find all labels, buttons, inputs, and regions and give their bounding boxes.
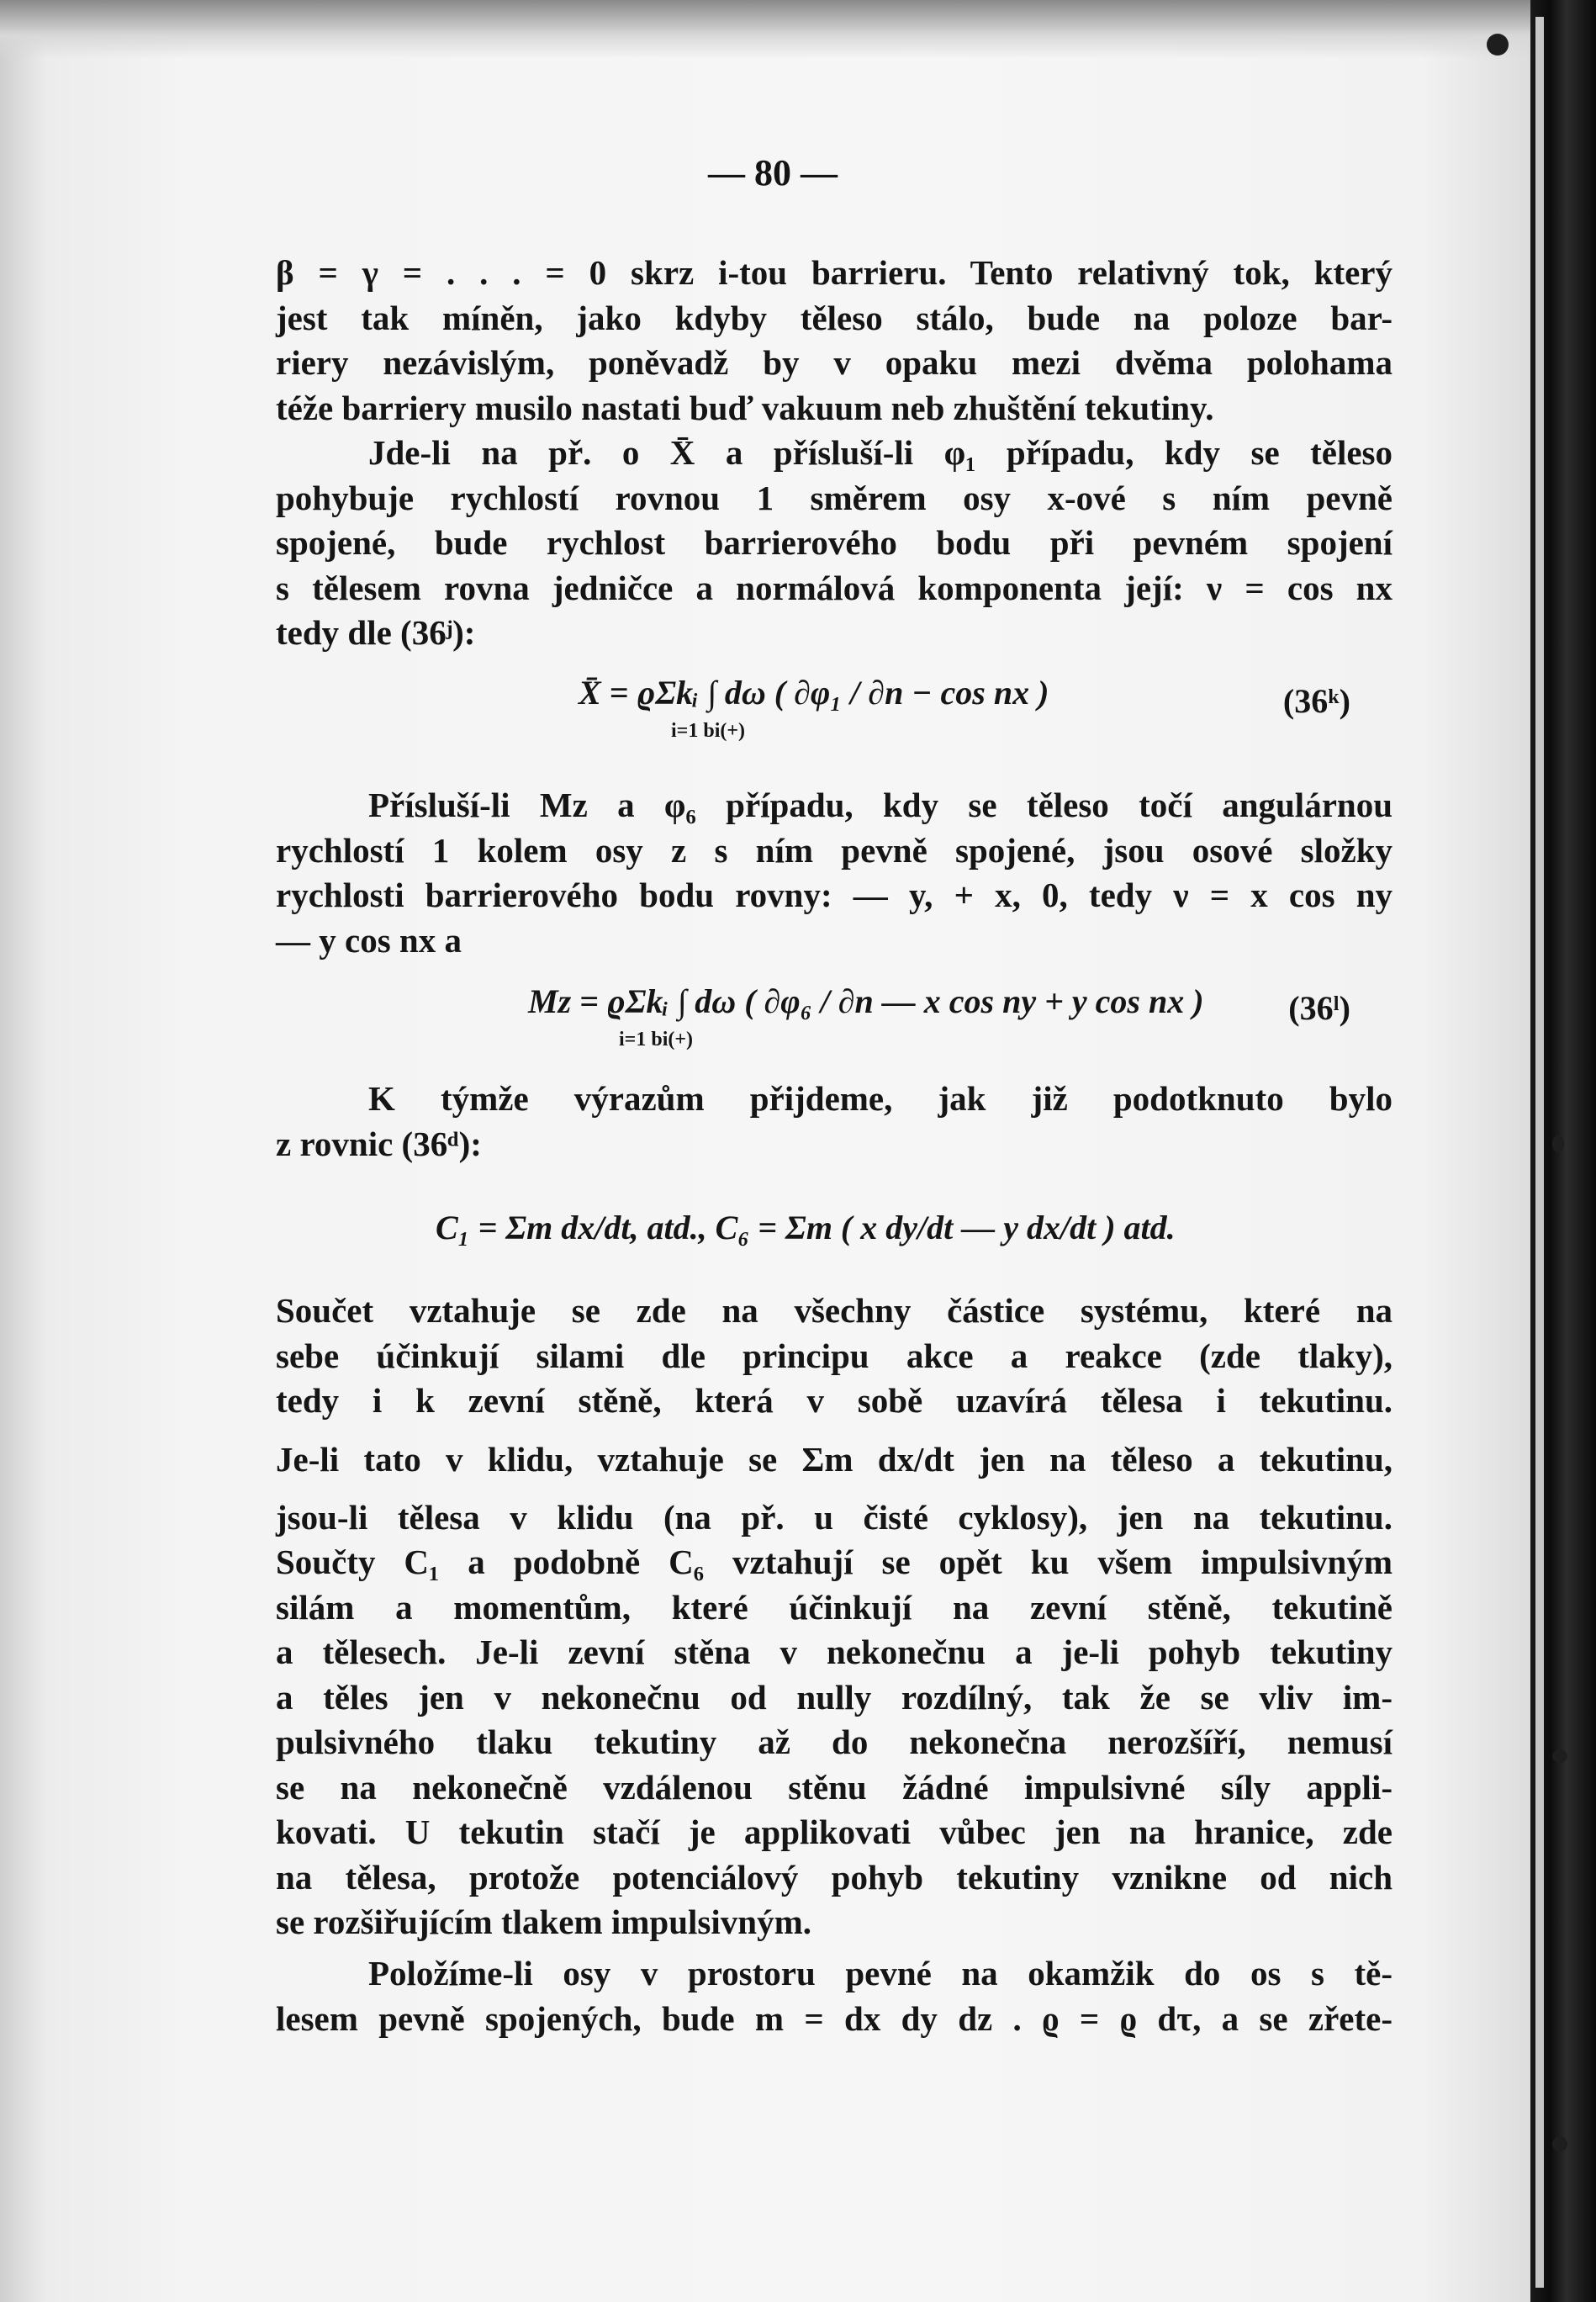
- ink-mark: [1552, 1135, 1564, 1152]
- text-line: jsou-li tělesa v klidu (na př. u čisté cyklosy), jen na tekutinu.: [276, 1497, 1393, 1537]
- text-line: z rovnic (36ᵈ):: [276, 1124, 482, 1163]
- equation-impulse: [276, 1194, 1393, 1304]
- text-line: tedy dle (36ʲ):: [276, 613, 476, 652]
- text-line: pulsivného tlaku tekutiny až do nekonečna nerozšíří, nemusí: [276, 1723, 1393, 1761]
- paragraph-4: [276, 1077, 1393, 1167]
- text-line: Je-li tato v klidu, vztahuje se Σm dx/dt jen na těleso a tekutinu,: [276, 1439, 1393, 1479]
- paragraph-3: [276, 783, 1393, 963]
- text-line: K týmže výrazům přijdeme, jak již podotknuto bylo: [368, 1079, 1393, 1118]
- text-line: spojené, bude rychlost barrierového bodu při pevném spojení: [276, 523, 1393, 562]
- equation-limits: i=1 bi(+): [671, 720, 746, 742]
- text-line: jest tak míněn, jako kdyby těleso stálo, bude na poloze bar-: [276, 298, 1393, 337]
- text-line: se na nekonečně vzdálenou stěnu žádné impulsivné síly appli-: [276, 1767, 1393, 1807]
- equation-body: Mz = ϱΣkᵢ ∫ dω ( ∂φ₆ / ∂n — x cos ny + y cos nx ): [528, 982, 1204, 1020]
- equation-number: (36ᵏ): [1282, 682, 1350, 720]
- text-line: a tělesech. Je-li zevní stěna v nekonečnu a je-li pohyb tekutiny: [276, 1633, 1393, 1671]
- text-line: a těles jen v nekonečnu od nully rozdílný, tak že se vliv im-: [276, 1677, 1393, 1717]
- text-line: na tělesa, protože potenciálový pohyb tekutiny vznikne od nich: [276, 1857, 1393, 1897]
- text-line: rychlostí 1 kolem osy z s ním pevně spojené, jsou osové složky: [276, 830, 1393, 870]
- text-line: silám a momentům, které účinkují na zevní stěně, tekutině: [276, 1587, 1393, 1627]
- text-line: Součet vztahuje se zde na všechny částice systému, které na: [276, 1291, 1393, 1330]
- page-edge-line: [1535, 17, 1544, 2288]
- text-line: β = γ = . . . = 0 skrz i-tou barrieru. Tento relativný tok, který: [276, 253, 1393, 292]
- page-number: — 80 —: [708, 152, 838, 193]
- text-line: — y cos nx a: [276, 920, 462, 960]
- text-line: tedy i k zevní stěně, která v sobě uzavírá tělesa i tekutinu.: [276, 1381, 1393, 1420]
- text-line: se rozšiřujícím tlakem impulsivným.: [276, 1902, 811, 1941]
- text-line: Součty C₁ a podobně C₆ vztahují se opět ku všem impulsivným: [276, 1543, 1393, 1581]
- equation-36l: [276, 971, 1393, 1081]
- paragraph-5: [276, 1289, 1393, 1945]
- paragraph-2: [276, 431, 1393, 656]
- text-line: Jde-li na př. o X̄ a přísluší-li φ₁ případu, kdy se těleso: [368, 433, 1393, 472]
- text-line: s tělesem rovna jedničce a normálová komponenta její: ν = cos nx: [276, 568, 1393, 607]
- text-line: Položíme-li osy v prostoru pevné na okamžik do os s tě-: [368, 1954, 1393, 1992]
- text-line: lesem pevně spojených, bude m = dx dy dz . ϱ = ϱ dτ, a se zřete-: [276, 1998, 1393, 2038]
- text-line: riery nezávislým, poněvadž by v opaku mezi dvěma polohama: [276, 343, 1393, 382]
- text-line: Přísluší-li Mz a φ₆ případu, kdy se těleso točí angulárnou: [368, 786, 1393, 824]
- text-line: pohybuje rychlostí rovnou 1 směrem osy x-ové s ním pevně: [276, 478, 1393, 517]
- ink-mark: [1552, 1749, 1567, 1763]
- ink-mark: [1487, 34, 1509, 56]
- paragraph-6: [276, 1951, 1393, 2041]
- text-line: kovati. U tekutin stačí je applikovati vůbec jen na hranice, zde: [276, 1812, 1393, 1851]
- equation-limits: i=1 bi(+): [619, 1029, 694, 1050]
- text-line: rychlosti barrierového bodu rovny: — y, + x, 0, tedy ν = x cos ny: [276, 876, 1393, 914]
- text-line: téže barriery musilo nastati buď vakuum neb zhuštění tekutiny.: [276, 388, 1214, 427]
- equation-body: X̄ = ϱΣkᵢ ∫ dω ( ∂φ₁ / ∂n − cos nx ): [579, 674, 1049, 712]
- ink-mark: [1552, 2136, 1567, 2151]
- paragraph-1: [276, 251, 1393, 431]
- equation-number: (36ˡ): [1288, 989, 1350, 1027]
- equation-36k: [276, 664, 1393, 774]
- text-line: sebe účinkují silami dle principu akce a reakce (zde tlaky),: [276, 1336, 1393, 1375]
- equation-body: C₁ = Σm dx/dt, atd., C₆ = Σm ( x dy/dt — y dx/dt ) atd.: [436, 1209, 1176, 1246]
